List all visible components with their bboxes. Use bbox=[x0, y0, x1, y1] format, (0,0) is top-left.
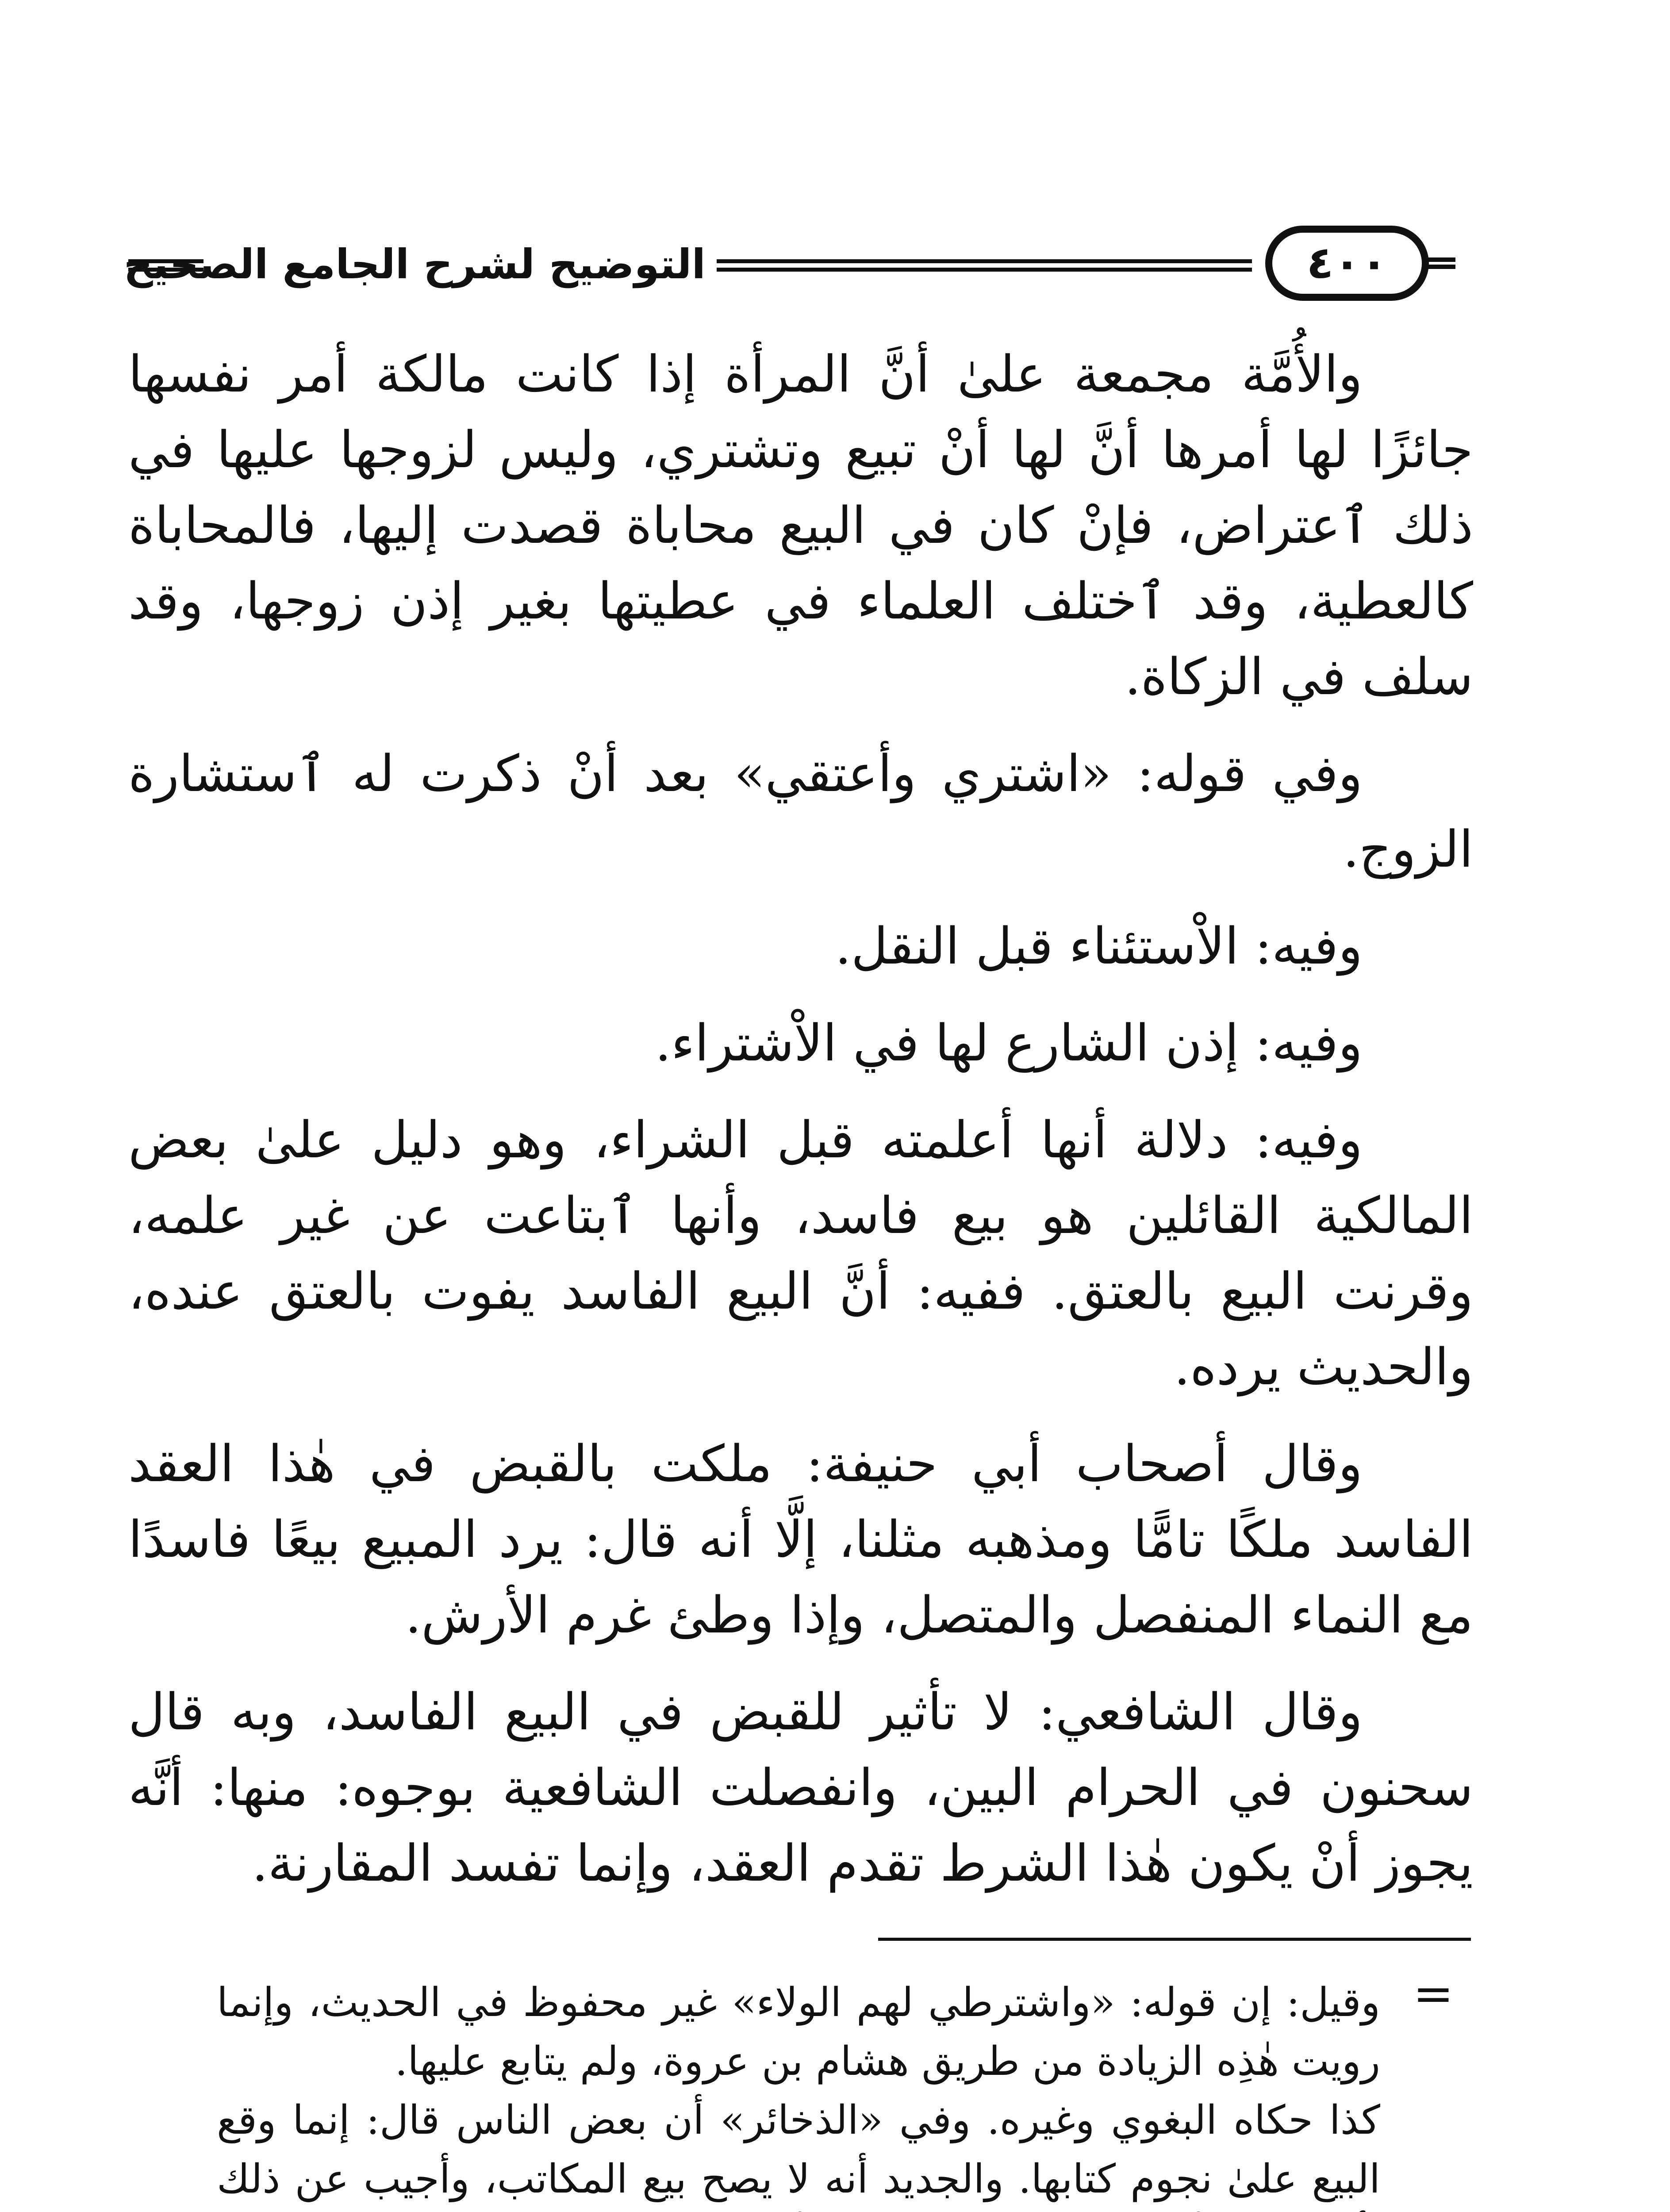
paragraph: والأُمَّة مجمعة علىٰ أنَّ المرأة إذا كانت مالكة أمر نفسها جائزًا لها أمرها أنَّ لها أنْ تبيع وتشتري، وليس لزوجها عليها في ذلك ٱعتراض، فإنْ كان في البيع محاباة قصدت إليها، فالمحاباة كالعطية، وقد ٱختلف العلماء في عطيتها بغير إذن زوجها، وقد سلف في الزكاة. bbox=[128, 345, 1473, 706]
paragraph: وفيه: الاْستئناء قبل النقل. bbox=[835, 917, 1363, 975]
paragraph: وفي قوله: «اشتري وأعتقي» بعد أنْ ذكرت له ٱستشارة الزوج. bbox=[128, 744, 1473, 879]
footnote-continuation-marker: = bbox=[1413, 1965, 1454, 2022]
paragraph: وقال أصحاب أبي حنيفة: ملكت بالقبض في هٰذا العقد الفاسد ملكًا تامًّا ومذهبه مثلنا، إلَّا أنه قال: يرد المبيع بيعًا فاسدًا مع النماء المنفصل والمتصل، وإذا وطئ غرم الأرش. bbox=[128, 1434, 1474, 1644]
page-number: ٤٠٠ bbox=[1265, 226, 1429, 301]
paragraph: وفيه: إذن الشارع لها في الاْشتراء. bbox=[655, 1014, 1363, 1072]
header-rule-right bbox=[1424, 257, 1455, 269]
footnote-paragraph: وقيل: إن قوله: «واشترطي لهم الولاء» غير محفوظ في الحديث، وإنما رويت هٰذِه الزيادة من طريق هشام بن عروة، ولم يتابع عليها. bbox=[217, 1979, 1380, 2085]
paragraph: وفيه: دلالة أنها أعلمته قبل الشراء، وهو دليل علىٰ بعض المالكية القائلين هو بيع فاسد، وأنها ٱبتاعت عن غير علمه، وقرنت البيع بالعتق. ففيه: أنَّ البيع الفاسد يفوت بالعتق عنده، والحديث يرده. bbox=[128, 1110, 1473, 1396]
main-text bbox=[128, 336, 1473, 1922]
running-header bbox=[123, 221, 1455, 310]
footnote-separator bbox=[878, 1938, 1471, 1941]
book-title: التوضيح لشرح الجامع الصحيح bbox=[123, 241, 706, 288]
footnote-paragraph: كذا حكاه البغوي وغيره. وفي «الذخائر» أن بعض الناس قال: إنما وقع البيع علىٰ نجوم كتابها. والجديد أنه لا يصح بيع المكاتب، وأجيب عن ذلك bbox=[217, 2097, 1380, 2202]
paragraph: وقال الشافعي: لا تأثير للقبض في البيع الفاسد، وبه قال سحنون في الحرام البين، وانفصلت الشافعية بوجوه: منها: أنَّه يجوز أنْ يكون هٰذا الشرط تقدم العقد، وإنما تفسد المقارنة. bbox=[128, 1682, 1473, 1893]
header-rule-middle bbox=[717, 259, 1252, 272]
footnotes bbox=[217, 1973, 1380, 2212]
